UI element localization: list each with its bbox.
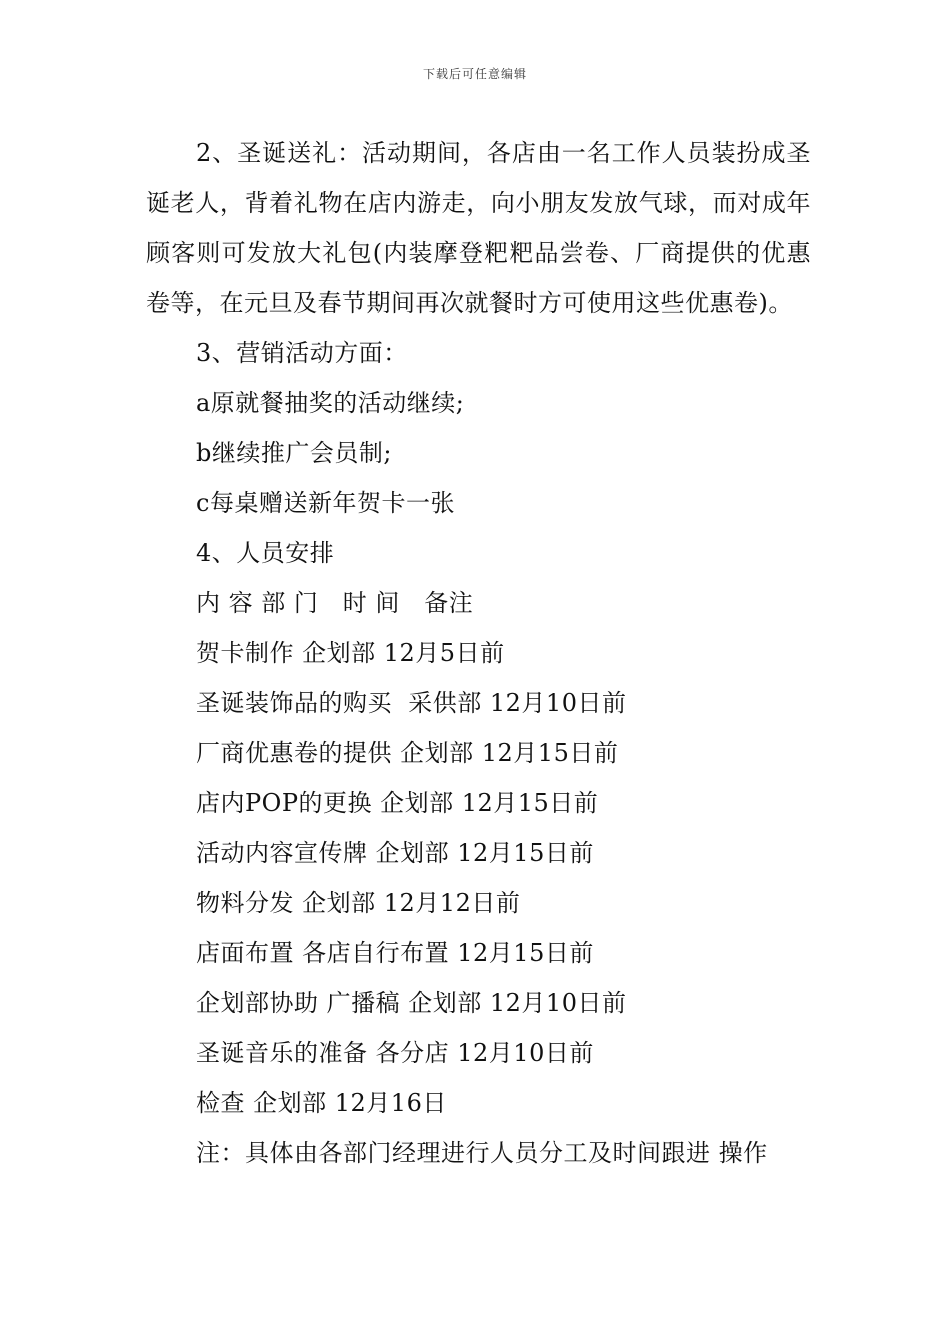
- document-body: [146, 128, 811, 1178]
- marketing-item: a原就餐抽奖的活动继续;: [196, 389, 465, 417]
- schedule-row: 检查 企划部 12月16日: [196, 1089, 447, 1117]
- schedule-row: 店内POP的更换 企划部 12月15日前: [196, 789, 599, 817]
- schedule-row: 物料分发 企划部 12月12日前: [196, 889, 521, 917]
- paragraph-christmas-gift: 2、圣诞送礼：活动期间，各店由一名工作人员装扮成圣诞老人，背着礼物在店内游走，向小朋友发放气球，而对成年顾客则可发放大礼包(内装摩登粑粑品尝卷、厂商提供的优惠卷等，在元旦及春节期间再次就餐时方可使用这些优惠卷)。: [146, 139, 811, 317]
- marketing-item: c每桌赠送新年贺卡一张: [196, 489, 455, 517]
- marketing-item: b继续推广会员制;: [196, 439, 392, 467]
- staff-heading: 4、人员安排: [196, 539, 335, 567]
- note-line: 注：具体由各部门经理进行人员分工及时间跟进 操作: [196, 1139, 768, 1167]
- schedule-row: 圣诞装饰品的购买 采供部 12月10日前: [196, 689, 627, 717]
- marketing-heading: 3、营销活动方面：: [196, 339, 408, 367]
- schedule-row: 厂商优惠卷的提供 企划部 12月15日前: [196, 739, 619, 767]
- schedule-row: 圣诞音乐的准备 各分店 12月10日前: [196, 1039, 594, 1067]
- page-header: 下载后可任意编辑: [422, 67, 527, 81]
- schedule-row: 企划部协助 广播稿 企划部 12月10日前: [196, 989, 627, 1017]
- schedule-row: 贺卡制作 企划部 12月5日前: [196, 639, 505, 667]
- schedule-row: 活动内容宣传牌 企划部 12月15日前: [196, 839, 594, 867]
- schedule-table-header: 内 容 部 门 时 间 备注: [196, 589, 474, 617]
- schedule-row: 店面布置 各店自行布置 12月15日前: [196, 939, 594, 967]
